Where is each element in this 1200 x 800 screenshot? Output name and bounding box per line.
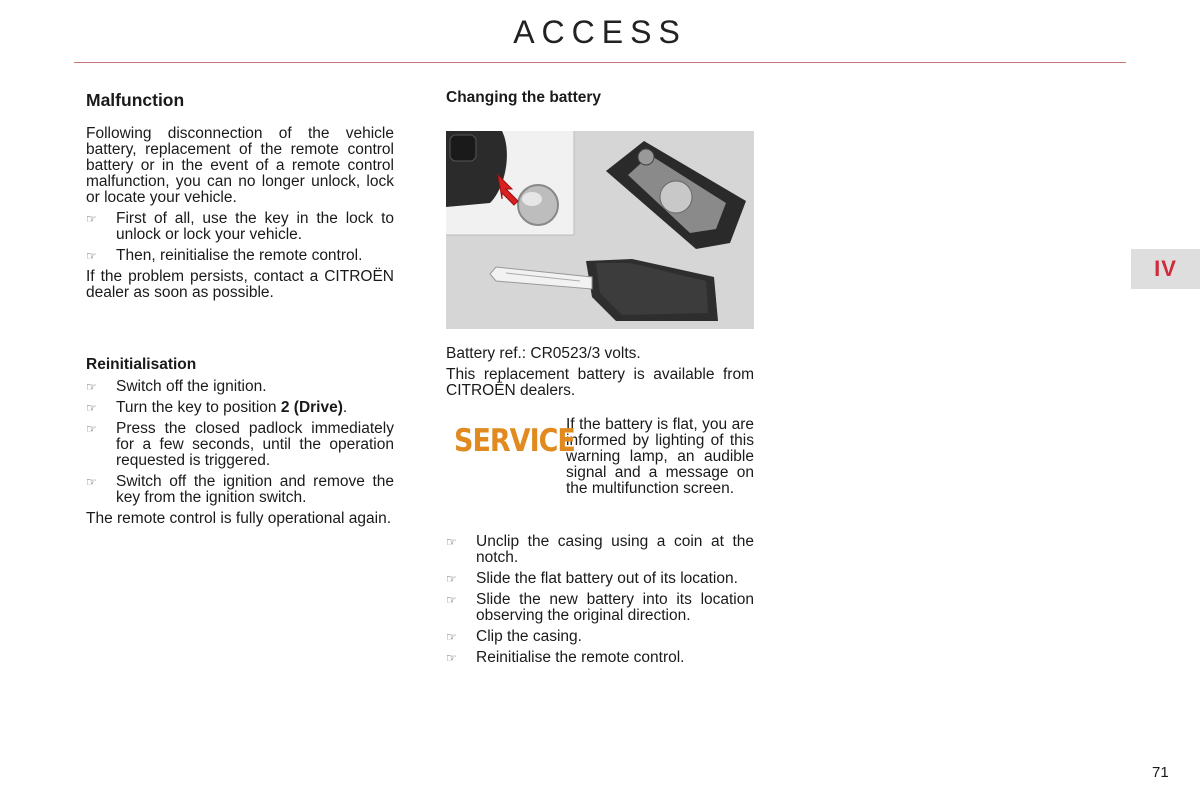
- list-item: [86, 248, 394, 264]
- pointing-hand-icon: ☞: [86, 380, 97, 394]
- reinit-heading: Reinitialisation: [86, 356, 197, 373]
- battery-availability: This replacement battery is available from CITROËN dealers.: [446, 366, 754, 399]
- service-warning: [446, 417, 754, 497]
- middle-column: [446, 90, 754, 671]
- pointing-hand-icon: ☞: [446, 651, 457, 665]
- list-item: [446, 571, 754, 587]
- list-item-text-part: .: [342, 399, 348, 416]
- pointing-hand-icon: ☞: [86, 422, 97, 436]
- list-item-text: Clip the casing.: [476, 628, 582, 645]
- list-item: [86, 400, 394, 416]
- key-position-label: 2 (Drive): [280, 399, 343, 416]
- left-column: [86, 90, 394, 532]
- service-badge-label: SERVICE: [454, 423, 575, 460]
- malfunction-intro: Following disconnection of the vehicle battery, replacement of the remote control battery or in the event of a remote control malfunction, you can no longer unlock, lock or locate your vehicle.: [86, 125, 394, 206]
- list-item-text: First of all, use the key in the lock to unlock or lock your vehicle.: [116, 210, 394, 243]
- pointing-hand-icon: ☞: [446, 535, 457, 549]
- list-item-text: Switch off the ignition.: [116, 378, 267, 395]
- header-divider: [74, 62, 1126, 63]
- list-item-text: Switch off the ignition and remove the key from the ignition switch.: [116, 473, 394, 506]
- list-item-text: Then, reinitialise the remote control.: [116, 247, 363, 264]
- reinit-outro: The remote control is fully operational again.: [86, 510, 391, 527]
- remote-control-illustration: [446, 131, 754, 329]
- pointing-hand-icon: ☞: [86, 401, 97, 415]
- list-item-text-part: Turn the key to position: [116, 399, 281, 416]
- list-item-text: Press the closed padlock immediately for a few seconds, until the operation requested is triggered.: [116, 420, 394, 469]
- service-warning-lamp-icon: [446, 417, 575, 467]
- list-item-text: Unclip the casing using a coin at the notch.: [476, 533, 754, 566]
- pointing-hand-icon: ☞: [86, 249, 97, 263]
- list-item: [86, 474, 394, 506]
- pointing-hand-icon: ☞: [86, 475, 97, 489]
- changing-battery-heading: Changing the battery: [446, 89, 602, 106]
- malfunction-outro: If the problem persists, contact a CITROËN dealer as soon as possible.: [86, 268, 394, 301]
- page-title: ACCESS: [513, 14, 687, 50]
- page-number: 71: [1152, 764, 1169, 781]
- list-item: [86, 421, 394, 469]
- list-item-text: [116, 400, 394, 416]
- battery-ref: Battery ref.: CR0523/3 volts.: [446, 345, 641, 362]
- list-item-text: Slide the new battery into its location observing the original direction.: [476, 591, 754, 624]
- remote-control-photo: [446, 131, 754, 329]
- list-item: [446, 650, 754, 666]
- pointing-hand-icon: ☞: [86, 212, 97, 226]
- list-item: [446, 629, 754, 645]
- service-warning-text: If the battery is flat, you are informed by lighting of this warning lamp, an audible signal and a message on the multifunction screen.: [566, 416, 754, 497]
- list-item-text: Reinitialise the remote control.: [476, 649, 685, 666]
- list-item: [86, 379, 394, 395]
- list-item: [86, 211, 394, 243]
- pointing-hand-icon: ☞: [446, 630, 457, 644]
- pointing-hand-icon: ☞: [446, 572, 457, 586]
- malfunction-heading: Malfunction: [86, 90, 185, 110]
- list-item: [446, 592, 754, 624]
- list-item: [446, 534, 754, 566]
- list-item-text: Slide the flat battery out of its location.: [476, 570, 738, 587]
- chapter-tab: IV: [1131, 249, 1200, 289]
- pointing-hand-icon: ☞: [446, 593, 457, 607]
